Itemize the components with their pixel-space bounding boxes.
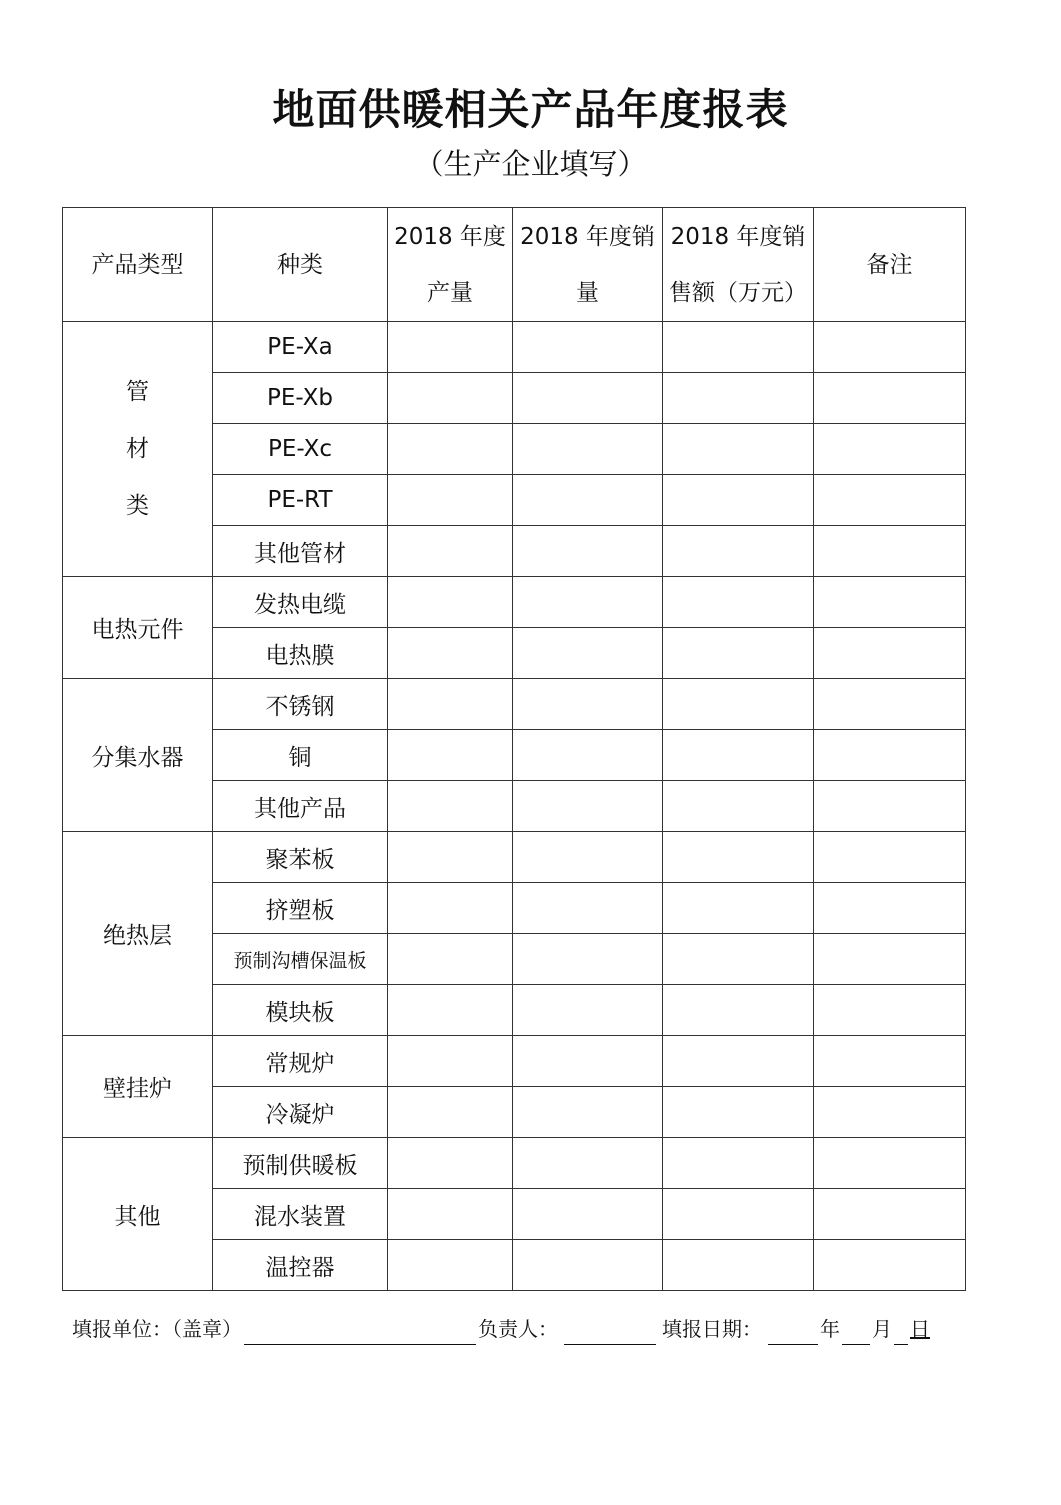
month-label: 月 (872, 1317, 892, 1341)
production-cell[interactable] (388, 1036, 513, 1087)
sales-volume-cell[interactable] (513, 832, 663, 883)
remarks-cell[interactable] (814, 679, 966, 730)
sales-volume-cell[interactable] (513, 424, 663, 475)
table-body (63, 322, 966, 1291)
product-type-cell (63, 1138, 213, 1291)
sales-volume-cell[interactable] (513, 1138, 663, 1189)
table-row (63, 1036, 966, 1087)
remarks-cell[interactable] (814, 1189, 966, 1240)
product-type-cell (63, 577, 213, 679)
sales-amount-cell[interactable] (663, 832, 814, 883)
sales-amount-cell[interactable] (663, 1138, 814, 1189)
production-cell[interactable] (388, 322, 513, 373)
production-cell[interactable] (388, 985, 513, 1036)
kind-cell: PE-Xc (213, 424, 388, 475)
kind-cell: 其他管材 (213, 526, 388, 577)
sales-volume-cell[interactable] (513, 1240, 663, 1291)
sales-volume-cell[interactable] (513, 1036, 663, 1087)
product-type-cell (63, 832, 213, 1036)
person-label: 负责人： (478, 1317, 558, 1341)
production-cell[interactable] (388, 1138, 513, 1189)
header-sales-volume: 2018 年度销量 (513, 208, 663, 322)
sales-volume-cell[interactable] (513, 730, 663, 781)
remarks-cell[interactable] (814, 1036, 966, 1087)
day-label: 日 (910, 1317, 930, 1341)
sales-amount-cell[interactable] (663, 730, 814, 781)
production-cell[interactable] (388, 475, 513, 526)
production-cell[interactable] (388, 1189, 513, 1240)
sales-amount-cell[interactable] (663, 985, 814, 1036)
remarks-cell[interactable] (814, 832, 966, 883)
date-label: 填报日期： (662, 1317, 762, 1341)
sales-volume-cell[interactable] (513, 526, 663, 577)
sales-amount-cell[interactable] (663, 1189, 814, 1240)
production-cell[interactable] (388, 424, 513, 475)
table-row (63, 679, 966, 730)
remarks-cell[interactable] (814, 475, 966, 526)
remarks-cell[interactable] (814, 1087, 966, 1138)
sales-volume-cell[interactable] (513, 577, 663, 628)
remarks-cell[interactable] (814, 424, 966, 475)
sales-amount-cell[interactable] (663, 934, 814, 985)
kind-cell: PE-Xb (213, 373, 388, 424)
production-cell[interactable] (388, 730, 513, 781)
sales-volume-cell[interactable] (513, 934, 663, 985)
production-cell[interactable] (388, 628, 513, 679)
remarks-cell[interactable] (814, 322, 966, 373)
product-type-cell (63, 322, 213, 577)
kind-cell: 电热膜 (213, 628, 388, 679)
report-table (62, 207, 966, 1291)
kind-cell: 其他产品 (213, 781, 388, 832)
sales-volume-cell[interactable] (513, 781, 663, 832)
remarks-cell[interactable] (814, 934, 966, 985)
kind-cell: 混水装置 (213, 1189, 388, 1240)
sales-volume-cell[interactable] (513, 322, 663, 373)
unit-label: 填报单位：（盖章） (72, 1317, 242, 1341)
table-row (63, 577, 966, 628)
sales-amount-cell[interactable] (663, 475, 814, 526)
sales-amount-cell[interactable] (663, 628, 814, 679)
remarks-cell[interactable] (814, 730, 966, 781)
remarks-cell[interactable] (814, 1138, 966, 1189)
kind-cell: 发热电缆 (213, 577, 388, 628)
month-field[interactable] (842, 1318, 870, 1345)
kind-cell: 预制供暖板 (213, 1138, 388, 1189)
product-type-label: 绝热层 (103, 923, 172, 949)
header-remarks: 备注 (814, 208, 966, 322)
sales-amount-cell[interactable] (663, 679, 814, 730)
header-sales-amount: 2018 年度销售额（万元） (663, 208, 814, 322)
production-cell[interactable] (388, 577, 513, 628)
table-row (63, 832, 966, 883)
sales-amount-cell[interactable] (663, 1240, 814, 1291)
form-subtitle: （生产企业填写） (414, 147, 647, 181)
sales-volume-cell[interactable] (513, 985, 663, 1036)
kind-cell: 模块板 (213, 985, 388, 1036)
product-type-label: 其他 (114, 1203, 161, 1230)
sales-amount-cell[interactable] (663, 322, 814, 373)
table-row (63, 1138, 966, 1189)
unit-field[interactable] (244, 1318, 476, 1345)
remarks-cell[interactable] (814, 985, 966, 1036)
kind-cell: 聚苯板 (213, 832, 388, 883)
production-cell[interactable] (388, 832, 513, 883)
production-cell[interactable] (388, 526, 513, 577)
sales-volume-cell[interactable] (513, 883, 663, 934)
sales-volume-cell[interactable] (513, 1087, 663, 1138)
kind-cell: PE-RT (213, 475, 388, 526)
header-type: 产品类型 (63, 208, 213, 322)
sales-volume-cell[interactable] (513, 373, 663, 424)
form-title: 地面供暖相关产品年度报表 (272, 85, 789, 134)
production-cell[interactable] (388, 934, 513, 985)
sales-amount-cell[interactable] (663, 883, 814, 934)
kind-cell: 挤塑板 (213, 883, 388, 934)
kind-cell: 铜 (213, 730, 388, 781)
day-field[interactable] (894, 1318, 908, 1345)
sales-volume-cell[interactable] (513, 628, 663, 679)
product-type-label: 分集水器 (91, 744, 184, 771)
production-cell[interactable] (388, 883, 513, 934)
kind-cell: 不锈钢 (213, 679, 388, 730)
kind-cell: 温控器 (213, 1240, 388, 1291)
form-footer (72, 1313, 962, 1345)
header-row (63, 208, 966, 322)
sales-amount-cell[interactable] (663, 526, 814, 577)
product-type-cell (63, 679, 213, 832)
year-label: 年 (820, 1317, 840, 1341)
remarks-cell[interactable] (814, 883, 966, 934)
kind-cell: 预制沟槽保温板 (213, 934, 388, 985)
kind-cell: 冷凝炉 (213, 1087, 388, 1138)
sales-volume-cell[interactable] (513, 679, 663, 730)
production-cell[interactable] (388, 679, 513, 730)
kind-cell: 常规炉 (213, 1036, 388, 1087)
production-cell[interactable] (388, 1087, 513, 1138)
remarks-cell[interactable] (814, 577, 966, 628)
header-kind: 种类 (213, 208, 388, 322)
remarks-cell[interactable] (814, 1240, 966, 1291)
year-field[interactable] (768, 1318, 818, 1345)
product-type-label: 壁挂炉 (103, 1076, 172, 1102)
production-cell[interactable] (388, 781, 513, 832)
production-cell[interactable] (388, 373, 513, 424)
remarks-cell[interactable] (814, 781, 966, 832)
sales-amount-cell[interactable] (663, 1036, 814, 1087)
kind-cell: PE-Xa (213, 322, 388, 373)
product-type-cell (63, 1036, 213, 1138)
sales-amount-cell[interactable] (663, 373, 814, 424)
sales-amount-cell[interactable] (663, 1087, 814, 1138)
remarks-cell[interactable] (814, 373, 966, 424)
sales-amount-cell[interactable] (663, 781, 814, 832)
remarks-cell[interactable] (814, 628, 966, 679)
person-field[interactable] (564, 1318, 656, 1345)
production-cell[interactable] (388, 1240, 513, 1291)
header-production: 2018 年度产量 (388, 208, 513, 322)
sales-amount-cell[interactable] (663, 424, 814, 475)
remarks-cell[interactable] (814, 526, 966, 577)
table-row (63, 322, 966, 373)
product-type-label: 管材类 (126, 378, 149, 519)
sales-amount-cell[interactable] (663, 577, 814, 628)
sales-volume-cell[interactable] (513, 475, 663, 526)
sales-volume-cell[interactable] (513, 1189, 663, 1240)
product-type-label: 电热元件 (91, 617, 184, 643)
